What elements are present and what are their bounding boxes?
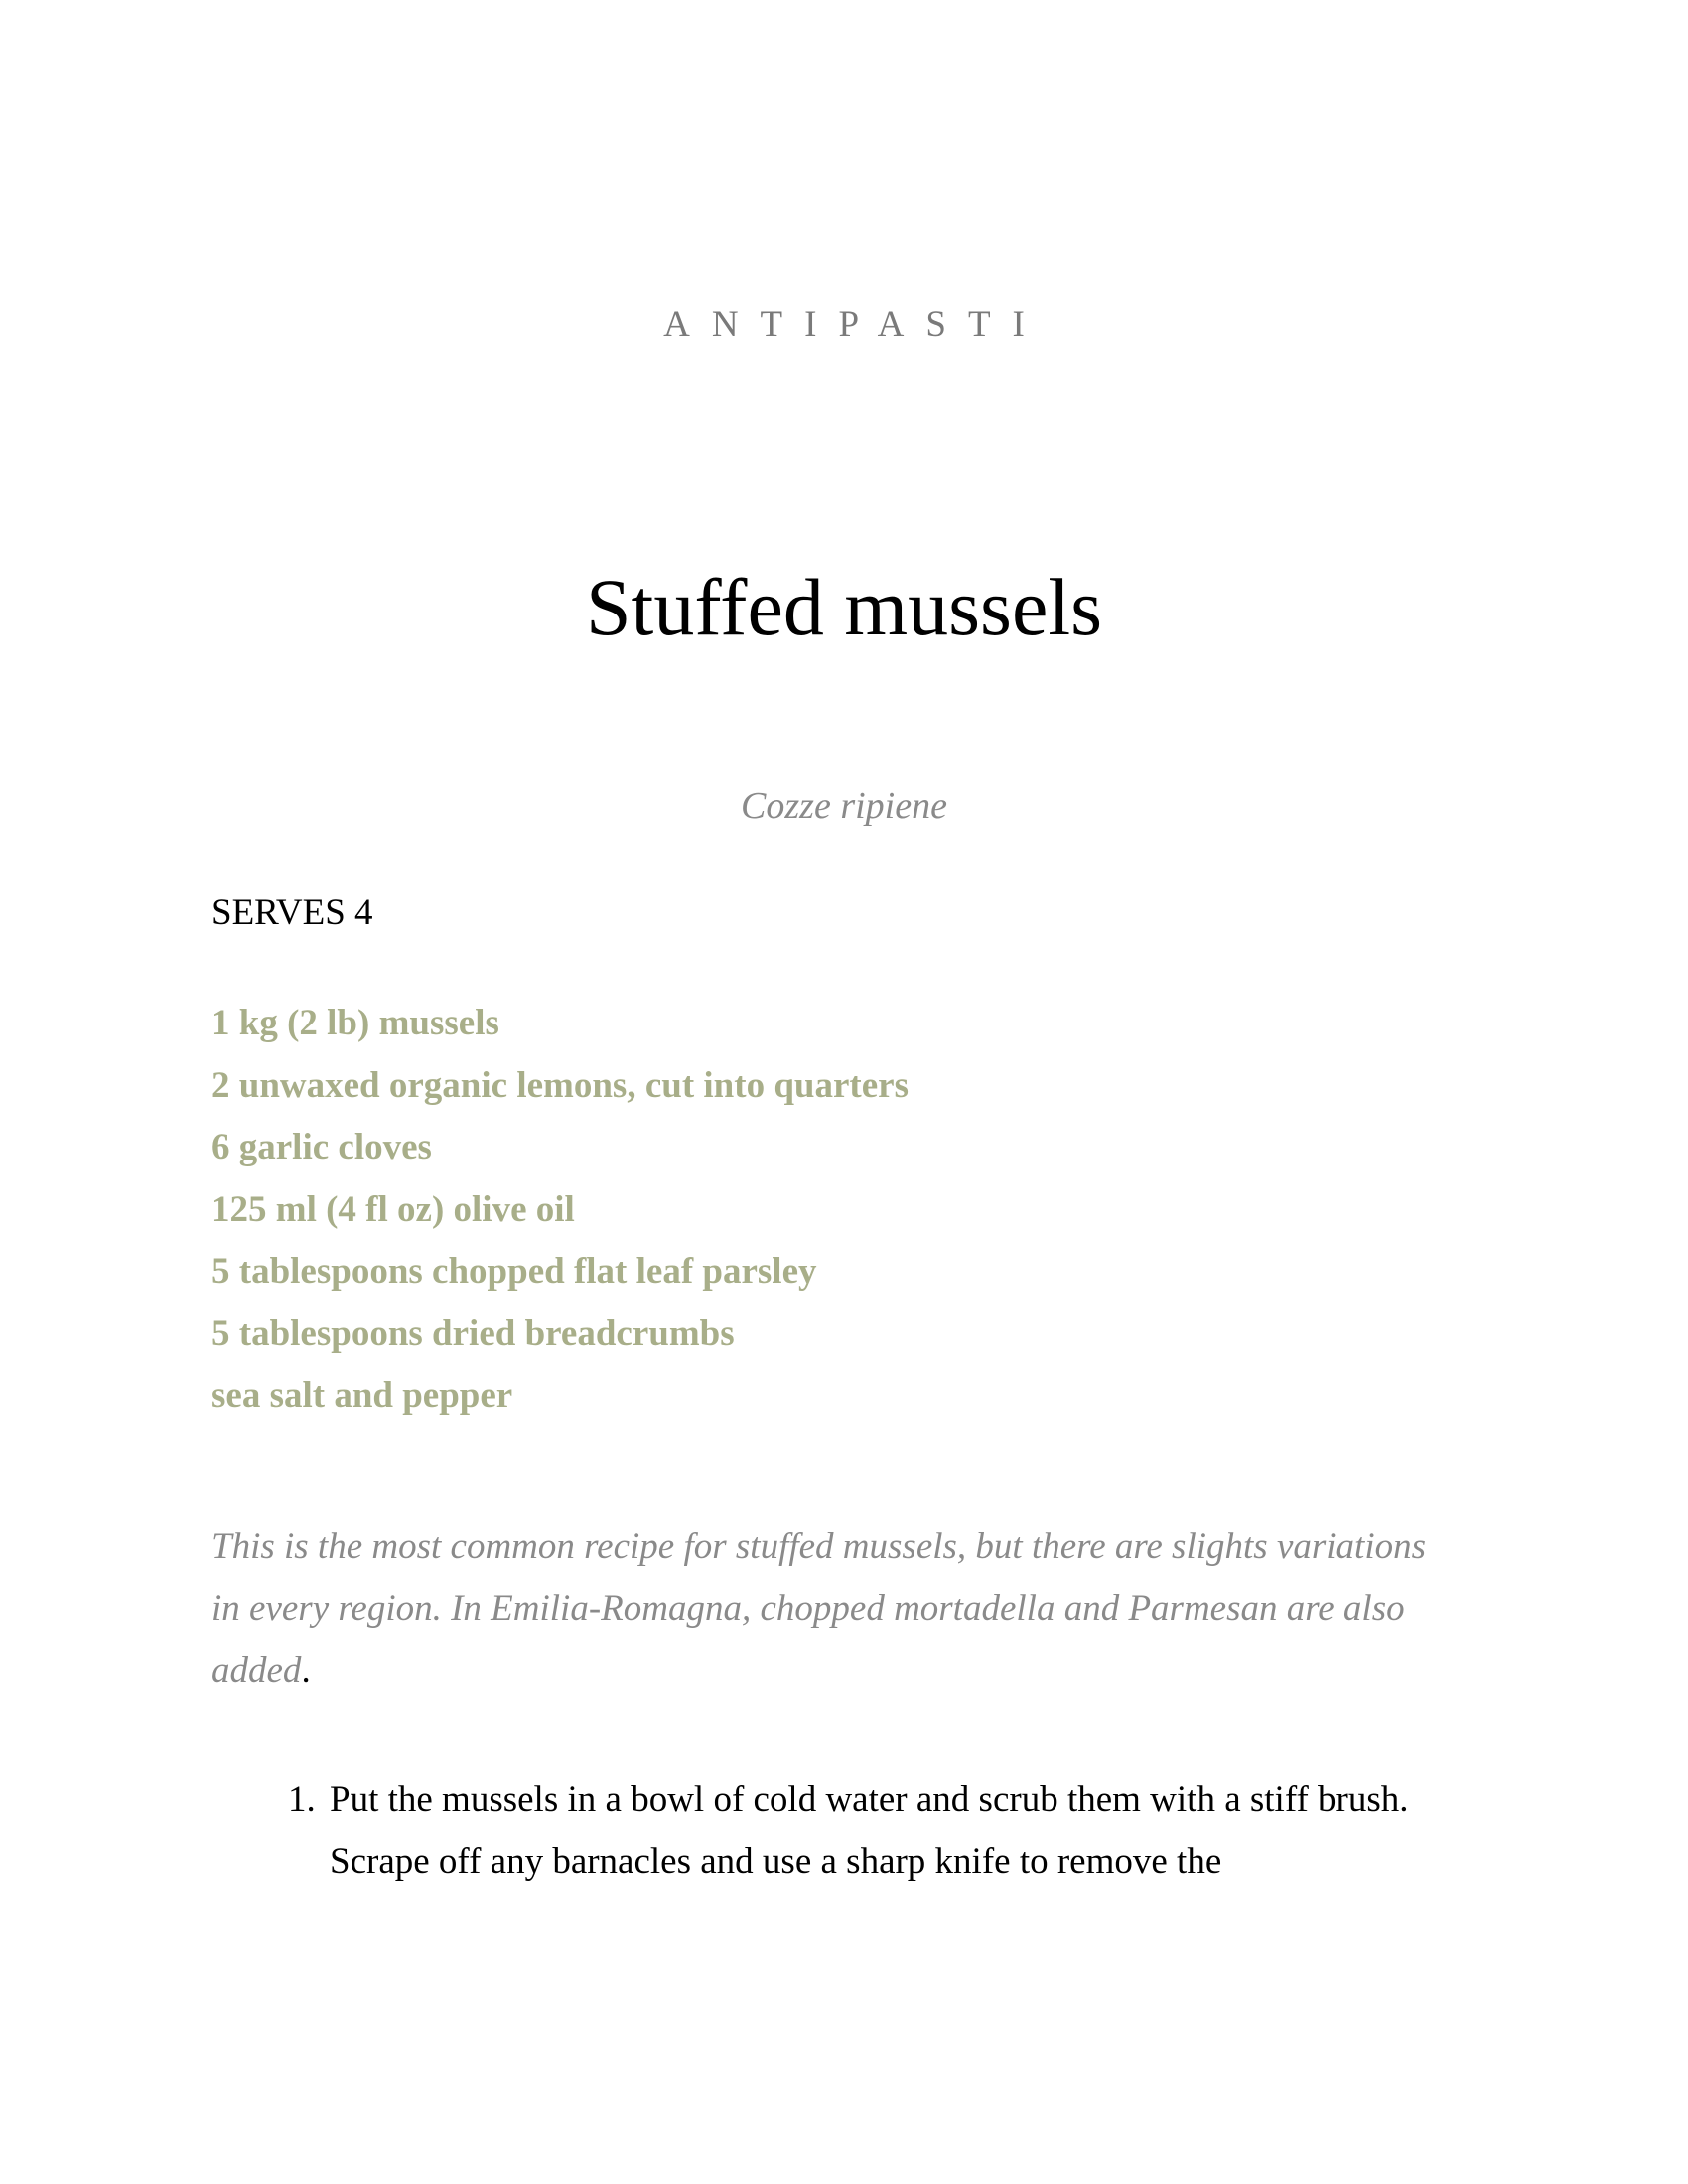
section-label: ANTIPASTI <box>663 304 1047 344</box>
method-step <box>288 1769 1460 1893</box>
recipe-title: Stuffed mussels <box>585 562 1103 652</box>
ingredient-item: 125 ml (4 fl oz) olive oil <box>211 1188 575 1230</box>
ingredient-list <box>211 993 909 1428</box>
ingredient-item: 1 kg (2 lb) mussels <box>211 1003 499 1043</box>
recipe-note-text: This is the most common recipe for stuffed mussels, but there are slights variations in every region. In Emilia-Romagna, chopped mortadella and Parmesan are also added <box>211 1526 1427 1691</box>
ingredient-item: 6 garlic cloves <box>211 1127 432 1167</box>
ingredient-item: 5 tablespoons chopped flat leaf parsley <box>211 1251 817 1292</box>
ingredient-item: 2 unwaxed organic lemons, cut into quarters <box>211 1064 909 1106</box>
method-steps <box>288 1769 1460 1893</box>
ingredient-item: 5 tablespoons dried breadcrumbs <box>211 1312 735 1354</box>
recipe-note <box>211 1516 1453 1703</box>
step-number: 1. <box>288 1779 316 1820</box>
recipe-note-end: . <box>301 1650 311 1691</box>
serves-label: SERVES 4 <box>211 892 373 933</box>
ingredient-item: sea salt and pepper <box>211 1375 513 1416</box>
recipe-subtitle: Cozze ripiene <box>741 785 947 827</box>
step-text: Put the mussels in a bowl of cold water and scrub them with a stiff brush. Scrape off any barnacles and use a sharp knife to remove the <box>330 1779 1409 1882</box>
